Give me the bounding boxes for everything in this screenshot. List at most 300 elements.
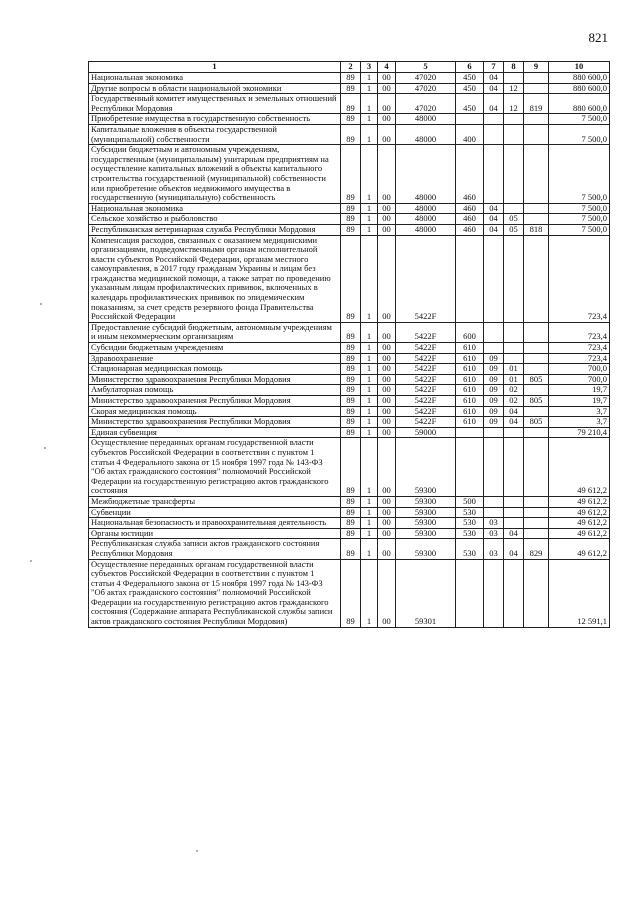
code-cell: 48000 — [396, 203, 456, 214]
amount-cell: 7 500,0 — [549, 214, 610, 225]
table-row — [89, 385, 610, 396]
row-name-cell: Сельское хозяйство и рыболовство — [89, 214, 341, 225]
code-cell: 00 — [378, 374, 396, 385]
code-cell: 03 — [484, 539, 504, 559]
code-cell: 47020 — [396, 94, 456, 114]
code-cell: 89 — [341, 507, 361, 518]
code-cell: 00 — [378, 343, 396, 354]
code-cell — [524, 343, 549, 354]
code-cell — [504, 427, 524, 438]
code-cell: 610 — [456, 353, 484, 364]
table-row — [89, 235, 610, 322]
table-row — [89, 203, 610, 214]
code-cell: 5422F — [396, 343, 456, 354]
amount-cell: 880 600,0 — [549, 94, 610, 114]
amount-cell: 19,7 — [549, 396, 610, 407]
code-cell: 5422F — [396, 353, 456, 364]
code-cell — [524, 73, 549, 84]
code-cell — [524, 322, 549, 342]
code-cell: 12 — [504, 94, 524, 114]
code-cell — [504, 559, 524, 627]
code-cell: 89 — [341, 528, 361, 539]
code-cell: 89 — [341, 114, 361, 125]
row-name-cell: Субвенции — [89, 507, 341, 518]
table-row — [89, 364, 610, 375]
amount-cell: 49 612,2 — [549, 539, 610, 559]
row-name-cell: Национальная экономика — [89, 73, 341, 84]
code-cell: 47020 — [396, 73, 456, 84]
code-cell — [524, 214, 549, 225]
table-row — [89, 496, 610, 507]
code-cell: 460 — [456, 224, 484, 235]
code-cell: 03 — [484, 518, 504, 529]
code-cell: 00 — [378, 417, 396, 428]
code-cell: 09 — [484, 417, 504, 428]
table-row — [89, 438, 610, 497]
code-cell: 00 — [378, 496, 396, 507]
row-name-cell: Межбюджетные трансферты — [89, 496, 341, 507]
code-cell: 89 — [341, 427, 361, 438]
code-cell: 530 — [456, 518, 484, 529]
amount-cell: 700,0 — [549, 364, 610, 375]
code-cell: 89 — [341, 214, 361, 225]
code-cell — [504, 507, 524, 518]
code-cell: 805 — [524, 374, 549, 385]
code-cell: 89 — [341, 417, 361, 428]
table-row — [89, 507, 610, 518]
row-name-cell: Осуществление переданных органам государственной власти субъектов Российской Федерации в соответствии с пунктом 1 статьи 4 Федерального закона от 15 ноября 1997 года № 143-ФЗ "Об актах гражданского состояния" полномочий Российской Федерации на государственную регистрацию актов гражданского состояния — [89, 438, 341, 497]
header-cell: 2 — [341, 62, 361, 73]
amount-cell: 12 591,1 — [549, 559, 610, 627]
code-cell: 02 — [504, 385, 524, 396]
row-name-cell: Предоставление субсидий бюджетным, автономным учреждениям и иным некоммерческим организациям — [89, 322, 341, 342]
table-row — [89, 417, 610, 428]
header-cell: 1 — [89, 62, 341, 73]
code-cell: 89 — [341, 145, 361, 204]
code-cell: 1 — [361, 438, 378, 497]
code-cell: 00 — [378, 322, 396, 342]
code-cell: 89 — [341, 235, 361, 322]
code-cell — [484, 145, 504, 204]
code-cell: 829 — [524, 539, 549, 559]
table-header-row — [89, 62, 610, 73]
code-cell: 89 — [341, 343, 361, 354]
code-cell — [524, 528, 549, 539]
code-cell: 89 — [341, 539, 361, 559]
row-name-cell: Субсидии бюджетным и автономным учреждениям, государственным (муниципальным) унитарным предприятиям на осуществление капитальных вложений в объекты капитального строительства государственной (муниципальной) собственности или приобретение объектов недвижимого имущества в государственную (муниципальную) собственность — [89, 145, 341, 204]
code-cell: 04 — [484, 83, 504, 94]
row-name-cell: Министерство здравоохранения Республики Мордовия — [89, 374, 341, 385]
code-cell: 89 — [341, 518, 361, 529]
code-cell — [484, 559, 504, 627]
code-cell: 450 — [456, 73, 484, 84]
code-cell: 00 — [378, 396, 396, 407]
header-cell: 9 — [524, 62, 549, 73]
code-cell: 00 — [378, 94, 396, 114]
code-cell: 1 — [361, 322, 378, 342]
code-cell: 00 — [378, 559, 396, 627]
code-cell: 05 — [504, 214, 524, 225]
table-row — [89, 83, 610, 94]
code-cell: 02 — [504, 396, 524, 407]
code-cell: 1 — [361, 364, 378, 375]
table-row — [89, 427, 610, 438]
code-cell — [484, 438, 504, 497]
amount-cell: 3,7 — [549, 406, 610, 417]
code-cell — [504, 114, 524, 125]
code-cell: 1 — [361, 343, 378, 354]
code-cell: 89 — [341, 124, 361, 144]
code-cell: 04 — [484, 94, 504, 114]
code-cell: 450 — [456, 83, 484, 94]
table-row — [89, 214, 610, 225]
code-cell — [456, 114, 484, 125]
amount-cell: 7 500,0 — [549, 114, 610, 125]
row-name-cell: Стационарная медицинская помощь — [89, 364, 341, 375]
code-cell: 819 — [524, 94, 549, 114]
code-cell — [484, 496, 504, 507]
code-cell: 00 — [378, 224, 396, 235]
code-cell: 09 — [484, 385, 504, 396]
code-cell: 1 — [361, 417, 378, 428]
code-cell: 89 — [341, 374, 361, 385]
code-cell: 5422F — [396, 406, 456, 417]
code-cell: 1 — [361, 539, 378, 559]
code-cell — [524, 385, 549, 396]
code-cell: 59300 — [396, 507, 456, 518]
code-cell — [504, 203, 524, 214]
amount-cell: 723,4 — [549, 322, 610, 342]
row-name-cell: Республиканская служба записи актов гражданского состояния Республики Мордовия — [89, 539, 341, 559]
code-cell: 1 — [361, 353, 378, 364]
header-cell: 5 — [396, 62, 456, 73]
header-cell: 7 — [484, 62, 504, 73]
code-cell: 1 — [361, 124, 378, 144]
code-cell: 818 — [524, 224, 549, 235]
code-cell: 00 — [378, 507, 396, 518]
row-name-cell: Национальная безопасность и правоохранительная деятельность — [89, 518, 341, 529]
header-cell: 3 — [361, 62, 378, 73]
code-cell: 805 — [524, 417, 549, 428]
scan-speck — [196, 850, 198, 852]
code-cell — [456, 235, 484, 322]
amount-cell: 880 600,0 — [549, 83, 610, 94]
table-row — [89, 124, 610, 144]
code-cell: 48000 — [396, 145, 456, 204]
row-name-cell: Республиканская ветеринарная служба Республики Мордовия — [89, 224, 341, 235]
scan-speck — [40, 303, 42, 305]
code-cell: 00 — [378, 364, 396, 375]
table-row — [89, 539, 610, 559]
code-cell: 1 — [361, 518, 378, 529]
code-cell: 59000 — [396, 427, 456, 438]
code-cell: 00 — [378, 406, 396, 417]
code-cell: 1 — [361, 214, 378, 225]
code-cell: 1 — [361, 396, 378, 407]
code-cell: 47020 — [396, 83, 456, 94]
scan-speck — [44, 447, 46, 449]
code-cell: 610 — [456, 343, 484, 354]
code-cell: 805 — [524, 396, 549, 407]
code-cell: 00 — [378, 73, 396, 84]
code-cell: 59300 — [396, 528, 456, 539]
code-cell: 610 — [456, 385, 484, 396]
code-cell: 00 — [378, 528, 396, 539]
code-cell — [504, 235, 524, 322]
code-cell: 89 — [341, 322, 361, 342]
code-cell: 04 — [504, 417, 524, 428]
table-row — [89, 353, 610, 364]
code-cell: 00 — [378, 427, 396, 438]
row-name-cell: Капитальные вложения в объекты государственной (муниципальной) собственности — [89, 124, 341, 144]
amount-cell: 49 612,2 — [549, 528, 610, 539]
code-cell: 460 — [456, 145, 484, 204]
amount-cell: 723,4 — [549, 353, 610, 364]
table-row — [89, 396, 610, 407]
code-cell: 89 — [341, 438, 361, 497]
code-cell — [524, 203, 549, 214]
amount-cell: 7 500,0 — [549, 124, 610, 144]
code-cell — [456, 559, 484, 627]
row-name-cell: Амбулаторная помощь — [89, 385, 341, 396]
code-cell: 00 — [378, 438, 396, 497]
code-cell — [504, 496, 524, 507]
row-name-cell: Министерство здравоохранения Республики Мордовия — [89, 396, 341, 407]
code-cell: 5422F — [396, 385, 456, 396]
row-name-cell: Другие вопросы в области национальной экономики — [89, 83, 341, 94]
code-cell: 610 — [456, 406, 484, 417]
code-cell — [504, 518, 524, 529]
code-cell: 89 — [341, 364, 361, 375]
code-cell: 5422F — [396, 417, 456, 428]
code-cell: 1 — [361, 385, 378, 396]
code-cell: 1 — [361, 406, 378, 417]
table-row — [89, 322, 610, 342]
code-cell: 1 — [361, 94, 378, 114]
code-cell: 1 — [361, 427, 378, 438]
code-cell: 1 — [361, 224, 378, 235]
code-cell: 460 — [456, 203, 484, 214]
code-cell — [524, 496, 549, 507]
code-cell: 00 — [378, 353, 396, 364]
code-cell: 04 — [484, 224, 504, 235]
amount-cell: 700,0 — [549, 374, 610, 385]
code-cell: 89 — [341, 224, 361, 235]
code-cell — [456, 427, 484, 438]
code-cell: 1 — [361, 559, 378, 627]
row-name-cell: Компенсация расходов, связанных с оказанием медицинскими организациями, подведомственными органам исполнительной власти субъектов Российской Федерации, органам местного самоуправления, в 2017 году гражданам Украины и лицам без гражданства медицинской помощи, а также затрат по проведению указанным лицам профилактических прививок, включенных в календарь профилактических прививок по эпидемическим показаниям, за счет средств резервного фонда Правительства Российской Федерации — [89, 235, 341, 322]
code-cell — [484, 343, 504, 354]
code-cell — [524, 353, 549, 364]
code-cell: 610 — [456, 364, 484, 375]
code-cell: 1 — [361, 145, 378, 204]
code-cell: 59300 — [396, 539, 456, 559]
code-cell: 500 — [456, 496, 484, 507]
code-cell: 00 — [378, 214, 396, 225]
table-row — [89, 343, 610, 354]
code-cell: 1 — [361, 528, 378, 539]
code-cell: 48000 — [396, 124, 456, 144]
code-cell: 00 — [378, 114, 396, 125]
header-cell: 6 — [456, 62, 484, 73]
code-cell: 89 — [341, 203, 361, 214]
code-cell — [504, 145, 524, 204]
row-name-cell: Скорая медицинская помощь — [89, 406, 341, 417]
code-cell: 00 — [378, 124, 396, 144]
code-cell: 00 — [378, 203, 396, 214]
code-cell — [484, 322, 504, 342]
code-cell: 00 — [378, 385, 396, 396]
code-cell: 530 — [456, 528, 484, 539]
code-cell: 01 — [504, 374, 524, 385]
code-cell: 04 — [504, 539, 524, 559]
header-cell: 10 — [549, 62, 610, 73]
header-cell: 8 — [504, 62, 524, 73]
row-name-cell: Здравоохранение — [89, 353, 341, 364]
code-cell — [484, 507, 504, 518]
code-cell: 48000 — [396, 114, 456, 125]
code-cell: 1 — [361, 83, 378, 94]
code-cell: 5422F — [396, 322, 456, 342]
code-cell: 89 — [341, 73, 361, 84]
table-row — [89, 559, 610, 627]
code-cell: 610 — [456, 374, 484, 385]
code-cell: 610 — [456, 396, 484, 407]
code-cell: 5422F — [396, 396, 456, 407]
code-cell — [484, 114, 504, 125]
amount-cell: 49 612,2 — [549, 518, 610, 529]
code-cell: 1 — [361, 203, 378, 214]
code-cell — [504, 124, 524, 144]
code-cell: 450 — [456, 94, 484, 114]
table-body — [89, 73, 610, 628]
code-cell — [524, 559, 549, 627]
code-cell — [524, 364, 549, 375]
code-cell: 00 — [378, 145, 396, 204]
row-name-cell: Осуществление переданных органам государственной власти субъектов Российской Федерации в соответствии с пунктом 1 статьи 4 Федерального закона от 15 ноября 1997 года № 143-ФЗ "Об актах гражданского состояния" полномочий Российской Федерации на государственную регистрацию актов гражданского состояния (Содержание аппарата Республиканской службы записи актов гражданского состояния Республики Мордовия) — [89, 559, 341, 627]
code-cell: 89 — [341, 83, 361, 94]
code-cell: 610 — [456, 417, 484, 428]
code-cell — [484, 124, 504, 144]
code-cell: 59300 — [396, 438, 456, 497]
table-row — [89, 374, 610, 385]
table-row — [89, 224, 610, 235]
code-cell: 05 — [504, 224, 524, 235]
code-cell: 00 — [378, 235, 396, 322]
row-name-cell: Единая субвенция — [89, 427, 341, 438]
code-cell — [504, 343, 524, 354]
code-cell: 5422F — [396, 364, 456, 375]
code-cell: 09 — [484, 406, 504, 417]
code-cell: 04 — [484, 203, 504, 214]
code-cell: 89 — [341, 396, 361, 407]
code-cell: 530 — [456, 539, 484, 559]
amount-cell: 79 210,4 — [549, 427, 610, 438]
code-cell: 89 — [341, 496, 361, 507]
code-cell: 00 — [378, 518, 396, 529]
amount-cell: 49 612,2 — [549, 496, 610, 507]
code-cell — [504, 322, 524, 342]
row-name-cell: Приобретение имущества в государственную собственность — [89, 114, 341, 125]
code-cell — [456, 438, 484, 497]
code-cell — [484, 427, 504, 438]
code-cell — [524, 406, 549, 417]
code-cell: 1 — [361, 114, 378, 125]
code-cell — [484, 235, 504, 322]
amount-cell: 3,7 — [549, 417, 610, 428]
code-cell: 48000 — [396, 214, 456, 225]
code-cell: 12 — [504, 83, 524, 94]
code-cell: 04 — [504, 406, 524, 417]
table-row — [89, 94, 610, 114]
code-cell: 530 — [456, 507, 484, 518]
code-cell: 59300 — [396, 496, 456, 507]
code-cell: 01 — [504, 364, 524, 375]
table-row — [89, 518, 610, 529]
code-cell: 89 — [341, 406, 361, 417]
code-cell: 09 — [484, 364, 504, 375]
table-row — [89, 406, 610, 417]
code-cell — [524, 145, 549, 204]
code-cell — [504, 353, 524, 364]
code-cell: 59300 — [396, 518, 456, 529]
code-cell — [524, 518, 549, 529]
amount-cell: 7 500,0 — [549, 145, 610, 204]
code-cell: 04 — [484, 214, 504, 225]
code-cell: 00 — [378, 539, 396, 559]
code-cell: 59301 — [396, 559, 456, 627]
row-name-cell: Министерство здравоохранения Республики Мордовия — [89, 417, 341, 428]
code-cell: 00 — [378, 83, 396, 94]
code-cell — [524, 83, 549, 94]
code-cell: 89 — [341, 94, 361, 114]
table-row — [89, 145, 610, 204]
code-cell: 400 — [456, 124, 484, 144]
amount-cell: 723,4 — [549, 343, 610, 354]
code-cell — [504, 438, 524, 497]
code-cell — [504, 73, 524, 84]
amount-cell: 7 500,0 — [549, 203, 610, 214]
amount-cell: 7 500,0 — [549, 224, 610, 235]
amount-cell: 19,7 — [549, 385, 610, 396]
code-cell: 89 — [341, 385, 361, 396]
row-name-cell: Государственный комитет имущественных и земельных отношений Республики Мордовия — [89, 94, 341, 114]
code-cell: 09 — [484, 396, 504, 407]
code-cell: 600 — [456, 322, 484, 342]
table-row — [89, 73, 610, 84]
code-cell: 1 — [361, 507, 378, 518]
row-name-cell: Национальная экономика — [89, 203, 341, 214]
code-cell: 48000 — [396, 224, 456, 235]
budget-table — [88, 61, 610, 628]
row-name-cell: Органы юстиции — [89, 528, 341, 539]
code-cell — [524, 438, 549, 497]
amount-cell: 49 612,2 — [549, 507, 610, 518]
page-number: 821 — [588, 30, 608, 45]
code-cell: 04 — [484, 73, 504, 84]
code-cell: 03 — [484, 528, 504, 539]
code-cell: 1 — [361, 496, 378, 507]
code-cell: 09 — [484, 353, 504, 364]
code-cell: 09 — [484, 374, 504, 385]
code-cell: 04 — [504, 528, 524, 539]
code-cell: 1 — [361, 374, 378, 385]
table-row — [89, 528, 610, 539]
amount-cell: 723,4 — [549, 235, 610, 322]
table-row — [89, 114, 610, 125]
header-cell: 4 — [378, 62, 396, 73]
code-cell: 89 — [341, 559, 361, 627]
